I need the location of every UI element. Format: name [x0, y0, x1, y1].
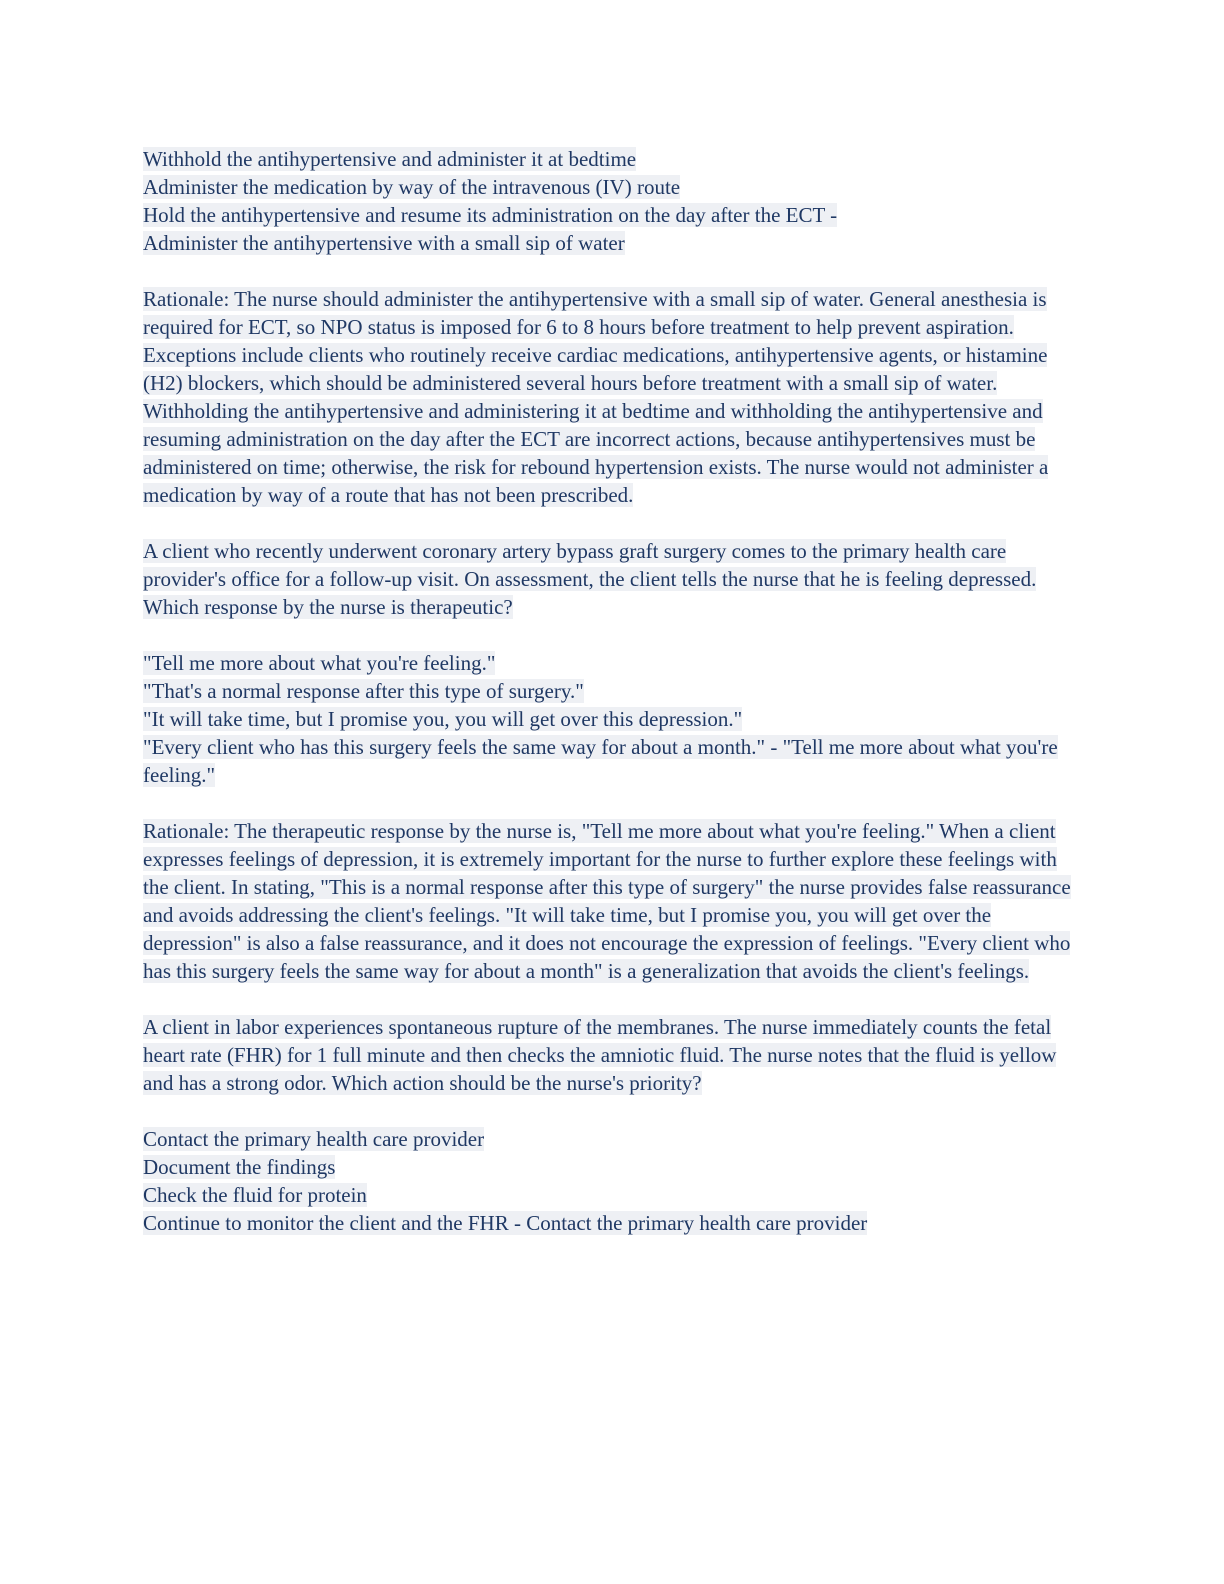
option-text: Check the fluid for protein — [143, 1183, 367, 1207]
option-text: Continue to monitor the client and the FHR - Contact the primary health care provider — [143, 1211, 868, 1235]
option-text: "Every client who has this surgery feels the same way for about a month." - "Tell me more about what you're feeling." — [143, 735, 1058, 787]
option-line — [143, 733, 1080, 789]
option-text: "That's a normal response after this type of surgery." — [143, 679, 584, 703]
option-line — [143, 173, 1080, 201]
option-line — [143, 145, 1080, 173]
option-text: Contact the primary health care provider — [143, 1127, 485, 1151]
option-text: Withhold the antihypertensive and administer it at bedtime — [143, 147, 637, 171]
question-text: A client who recently underwent coronary artery bypass graft surgery comes to the primary health care provider's office for a follow-up visit. On assessment, the client tells the nurse that he is feeling depressed. Which response by the nurse is therapeutic? — [143, 539, 1037, 619]
option-text: "Tell me more about what you're feeling." — [143, 651, 496, 675]
question-text: A client in labor experiences spontaneous rupture of the membranes. The nurse immediately counts the fetal heart rate (FHR) for 1 full minute and then checks the amniotic fluid. The nurse notes that the fluid is yellow and has a strong odor. Which action should be the nurse's priority? — [143, 1015, 1057, 1095]
answer-options-block-3 — [143, 1125, 1080, 1237]
option-line — [143, 229, 1080, 257]
answer-options-block-2 — [143, 649, 1080, 789]
rationale-text: Rationale: The nurse should administer the antihypertensive with a small sip of water. General anesthesia is required for ECT, so NPO status is imposed for 6 to 8 hours before treatment to help prevent aspiration. Exceptions include clients who routinely receive cardiac medications, antihypertensive agents, or histamine (H2) blockers, which should be administered several hours before treatment with a small sip of water. Withholding the antihypertensive and administering it at bedtime and withholding the antihypertensive and resuming administration on the day after the ECT are incorrect actions, because antihypertensives must be administered on time; otherwise, the risk for rebound hypertension exists. The nurse would not administer a medication by way of a route that has not been prescribed. — [143, 287, 1049, 507]
option-text: Administer the antihypertensive with a small sip of water — [143, 231, 625, 255]
option-line — [143, 1209, 1080, 1237]
option-line — [143, 201, 1080, 229]
option-text: Administer the medication by way of the intravenous (IV) route — [143, 175, 681, 199]
answer-options-block-1 — [143, 145, 1080, 257]
option-line — [143, 1181, 1080, 1209]
option-line — [143, 677, 1080, 705]
option-text: Document the findings — [143, 1155, 336, 1179]
option-text: Hold the antihypertensive and resume its administration on the day after the ECT - — [143, 203, 838, 227]
option-text: "It will take time, but I promise you, you will get over this depression." — [143, 707, 743, 731]
question-paragraph-2 — [143, 537, 1080, 621]
rationale-paragraph-2 — [143, 817, 1080, 985]
rationale-paragraph-1 — [143, 285, 1080, 509]
option-line — [143, 1125, 1080, 1153]
option-line — [143, 649, 1080, 677]
option-line — [143, 705, 1080, 733]
option-line — [143, 1153, 1080, 1181]
rationale-text: Rationale: The therapeutic response by the nurse is, "Tell me more about what you're feeling." When a client expresses feelings of depression, it is extremely important for the nurse to further explore these feelings with the client. In stating, "This is a normal response after this type of surgery" the nurse provides false reassurance and avoids addressing the client's feelings. "It will take time, but I promise you, you will get over the depression" is also a false reassurance, and it does not encourage the expression of feelings. "Every client who has this surgery feels the same way for about a month" is a generalization that avoids the client's feelings. — [143, 819, 1071, 983]
question-paragraph-3 — [143, 1013, 1080, 1097]
